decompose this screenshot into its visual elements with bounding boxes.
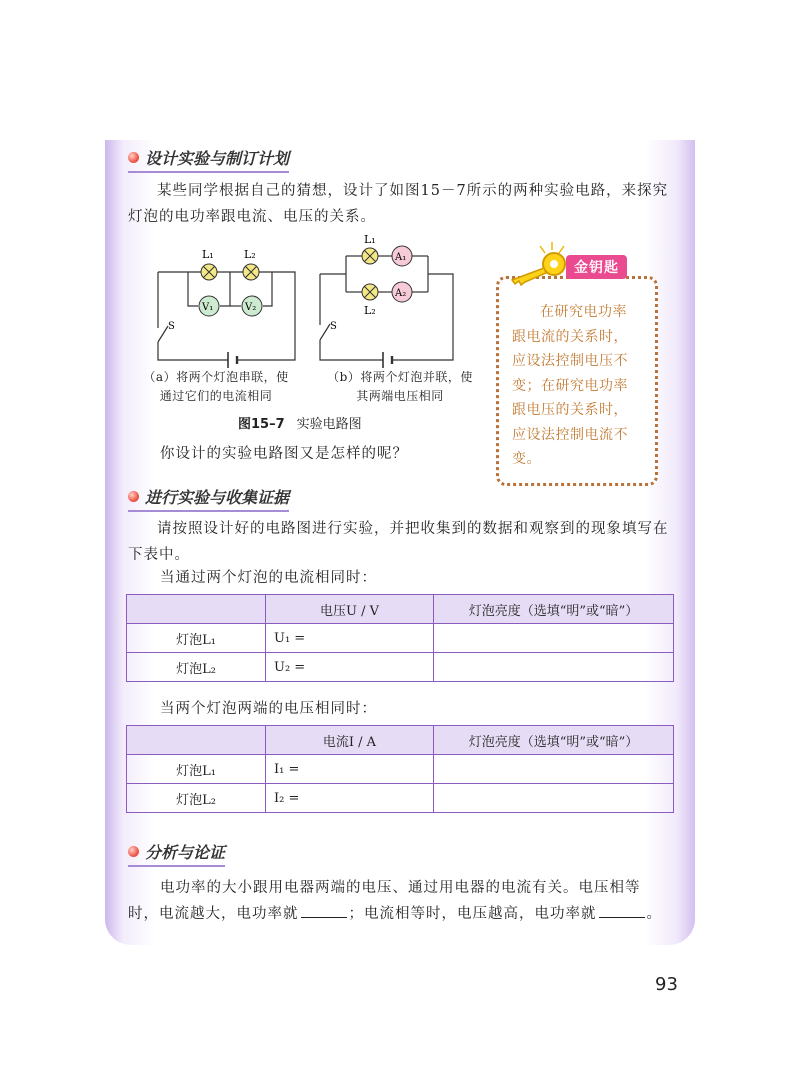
analysis-text-a: 时，电流越大，电功率就 bbox=[128, 906, 299, 922]
caption-b bbox=[320, 368, 480, 406]
table-header-cell: 灯泡亮度（选填“明”或“暗”） bbox=[434, 726, 674, 755]
figure-title-text: 实验电路图 bbox=[296, 417, 362, 432]
table-header-cell: 电流I / A bbox=[266, 726, 434, 755]
current-table bbox=[126, 725, 674, 813]
golden-key-text: 在研究电功率跟电流的关系时，应设法控制电压不变；在研究电功率跟电压的关系时，应设法控制电流不变。 bbox=[512, 304, 628, 467]
bullet-dot-icon bbox=[128, 491, 139, 502]
table-cell-input[interactable]: I₁ = bbox=[266, 755, 434, 784]
table-header-row bbox=[127, 595, 674, 624]
table-cell: 灯泡L₂ bbox=[127, 653, 266, 682]
analysis-text-b: ；电流相等时，电压越高，电功率就 bbox=[348, 906, 597, 922]
lamp-L2-b-icon bbox=[362, 284, 378, 300]
bullet-dot-icon bbox=[128, 152, 139, 163]
condition-current-equal: 当通过两个灯泡的电流相同时： bbox=[160, 570, 377, 586]
table-cell-input[interactable] bbox=[434, 784, 674, 813]
table-cell: 灯泡L₁ bbox=[127, 755, 266, 784]
label-V1: V₁ bbox=[202, 302, 214, 313]
label-L2-a: L₂ bbox=[244, 248, 256, 261]
section-title: 分析与论证 bbox=[145, 843, 226, 862]
analysis-line1: 电功率的大小跟用电器两端的电压、通过用电器的电流有关。电压相等 bbox=[160, 880, 641, 896]
voltage-table bbox=[126, 594, 674, 682]
caption-a bbox=[136, 368, 296, 406]
table-cell-input[interactable]: U₂ = bbox=[266, 653, 434, 682]
section-heading-analysis bbox=[128, 840, 225, 867]
figure-title bbox=[238, 413, 362, 432]
golden-key-title: 金钥匙 bbox=[566, 255, 627, 279]
section-title: 进行实验与收集证据 bbox=[145, 488, 290, 507]
caption-a-line1: （a）将两个灯泡串联，使 bbox=[143, 370, 289, 384]
label-V2: V₂ bbox=[245, 302, 257, 313]
table-cell: 灯泡L₁ bbox=[127, 624, 266, 653]
label-L2-b: L₂ bbox=[364, 304, 376, 317]
table-cell: 灯泡L₂ bbox=[127, 784, 266, 813]
figure-number: 图15–7 bbox=[238, 417, 285, 432]
label-A1: A₁ bbox=[395, 252, 407, 263]
table-header-cell: 电压U / V bbox=[266, 595, 434, 624]
answer-blank-1[interactable] bbox=[301, 903, 347, 918]
circuit-figure bbox=[140, 230, 480, 370]
table-cell-input[interactable]: I₂ = bbox=[266, 784, 434, 813]
table-cell-input[interactable] bbox=[434, 624, 674, 653]
section-heading-experiment bbox=[128, 485, 289, 512]
caption-b-line1: （b）将两个灯泡并联，使 bbox=[327, 370, 473, 384]
caption-a-line2: 通过它们的电流相同 bbox=[159, 389, 273, 403]
experiment-paragraph: 请按照设计好的电路图进行实验，并把收集到的数据和观察到的现象填写在下表中。 bbox=[128, 521, 669, 563]
intro-paragraph: 某些同学根据自己的猜想，设计了如图15－7所示的两种实验电路，来探究灯泡的电功率跟电流、电压的关系。 bbox=[128, 183, 669, 225]
section-heading-design bbox=[128, 146, 289, 173]
label-S-a: S bbox=[168, 321, 175, 332]
label-S-b: S bbox=[330, 321, 337, 332]
table-header-row bbox=[127, 726, 674, 755]
table-row bbox=[127, 653, 674, 682]
table-header-cell bbox=[127, 595, 266, 624]
caption-b-line2: 其两端电压相同 bbox=[356, 389, 444, 403]
label-A2: A₂ bbox=[395, 288, 407, 299]
answer-blank-2[interactable] bbox=[599, 903, 645, 918]
table-cell-input[interactable] bbox=[434, 653, 674, 682]
table-cell-input[interactable] bbox=[434, 755, 674, 784]
table-row bbox=[127, 755, 674, 784]
label-L1-b: L₁ bbox=[364, 233, 376, 246]
section-title: 设计实验与制订计划 bbox=[145, 149, 290, 168]
label-L1-a: L₁ bbox=[202, 248, 214, 261]
table-cell-input[interactable]: U₁ = bbox=[266, 624, 434, 653]
lamp-L1-b-icon bbox=[362, 248, 378, 264]
bullet-dot-icon bbox=[128, 846, 139, 857]
design-question: 你设计的实验电路图又是怎样的呢？ bbox=[160, 446, 408, 462]
lamp-L1-a-icon bbox=[201, 264, 217, 280]
condition-voltage-equal: 当两个灯泡两端的电压相同时： bbox=[160, 701, 377, 717]
analysis-text-c: 。 bbox=[646, 906, 662, 922]
lamp-L2-a-icon bbox=[243, 264, 259, 280]
table-header-cell bbox=[127, 726, 266, 755]
table-row bbox=[127, 624, 674, 653]
table-row bbox=[127, 784, 674, 813]
table-header-cell: 灯泡亮度（选填“明”或“暗”） bbox=[434, 595, 674, 624]
page-number: 93 bbox=[655, 974, 678, 995]
key-icon bbox=[502, 240, 572, 286]
analysis-line2 bbox=[128, 902, 662, 923]
